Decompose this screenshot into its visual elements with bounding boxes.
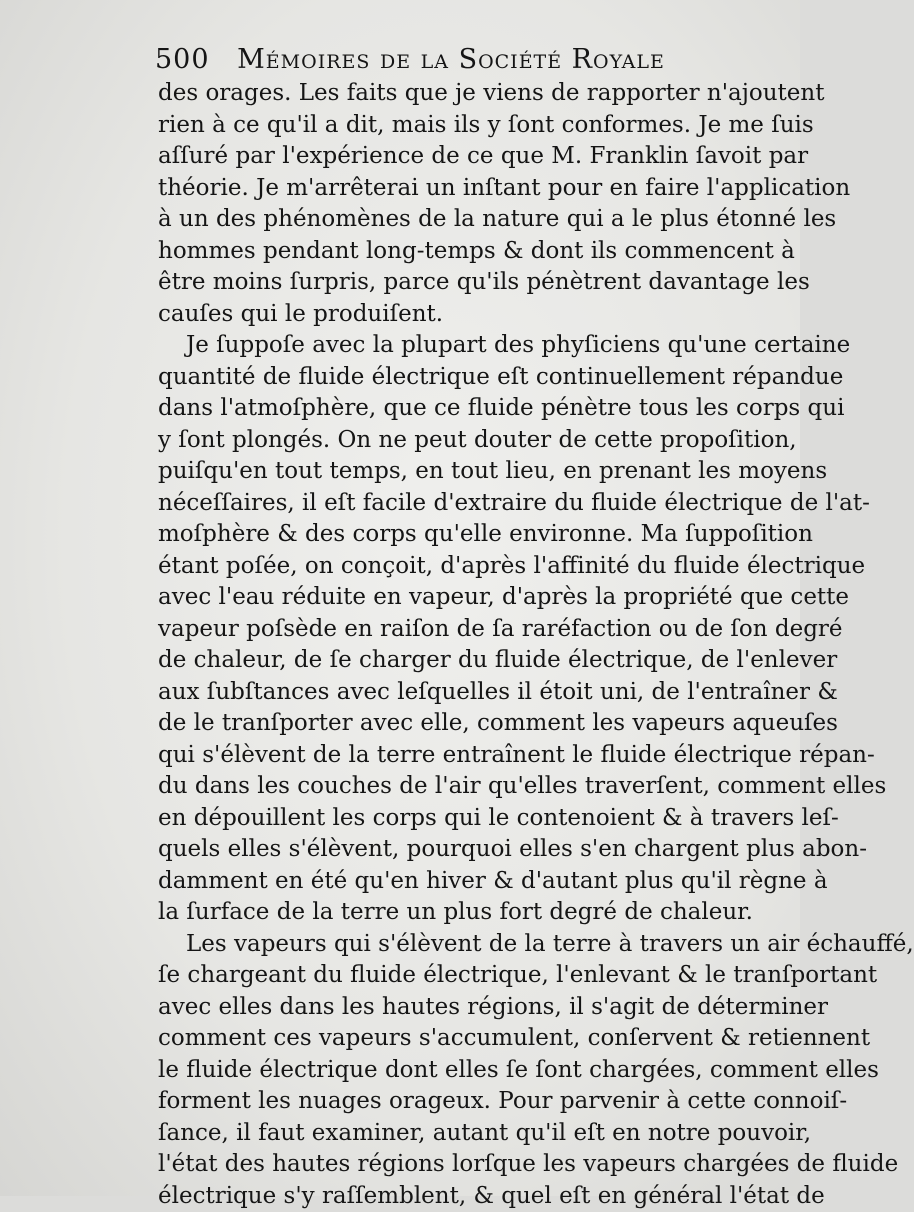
text-line: en dépouillent les corps qui le contenoient & à travers leſ- (158, 803, 770, 835)
text-line: avec elles dans les hautes régions, il s'agit de déterminer (158, 992, 770, 1024)
text-line: Les vapeurs qui s'élèvent de la terre à travers un air échauffé, (158, 929, 770, 961)
paragraph (158, 330, 770, 929)
text-line: la ſurface de la terre un plus fort degré de chaleur. (158, 897, 770, 929)
body-text (158, 78, 770, 1212)
text-line: électrique s'y raſſemblent, & quel eſt en général l'état de (158, 1181, 770, 1212)
text-line: comment ces vapeurs s'accumulent, conſervent & retiennent (158, 1023, 770, 1055)
text-line: être moins ſurpris, parce qu'ils pénètrent davantage les (158, 267, 770, 299)
text-line: damment en été qu'en hiver & d'autant plus qu'il règne à (158, 866, 770, 898)
text-line: y ſont plongés. On ne peut douter de cette propoſition, (158, 425, 770, 457)
text-line: puiſqu'en tout temps, en tout lieu, en prenant les moyens (158, 456, 770, 488)
text-line: ſe chargeant du fluide électrique, l'enlevant & le tranſportant (158, 960, 770, 992)
text-line: aſſuré par l'expérience de ce que M. Franklin ſavoit par (158, 141, 770, 173)
text-line: quantité de fluide électrique eſt continuellement répandue (158, 362, 770, 394)
text-line: du dans les couches de l'air qu'elles traverſent, comment elles (158, 771, 770, 803)
text-line: moſphère & des corps qu'elle environne. Ma ſuppoſition (158, 519, 770, 551)
text-line: ſance, il faut examiner, autant qu'il eſt en notre pouvoir, (158, 1118, 770, 1150)
text-line: l'état des hautes régions lorſque les vapeurs chargées de fluide (158, 1149, 770, 1181)
text-line: cauſes qui le produiſent. (158, 299, 770, 331)
text-line: dans l'atmoſphère, que ce fluide pénètre tous les corps qui (158, 393, 770, 425)
paragraph (158, 929, 770, 1212)
text-line: le fluide électrique dont elles ſe ſont chargées, comment elles (158, 1055, 770, 1087)
page-number: 500 (155, 44, 210, 75)
running-title: Mémoires de la Société Royale (237, 44, 665, 75)
text-line: rien à ce qu'il a dit, mais ils y ſont conformes. Je me ſuis (158, 110, 770, 142)
text-line: qui s'élèvent de la terre entraînent le fluide électrique répan- (158, 740, 770, 772)
text-line: forment les nuages orageux. Pour parvenir à cette connoiſ- (158, 1086, 770, 1118)
text-line: hommes pendant long-temps & dont ils commencent à (158, 236, 770, 268)
text-line: avec l'eau réduite en vapeur, d'après la propriété que cette (158, 582, 770, 614)
text-line: étant poſée, on conçoit, d'après l'affinité du fluide électrique (158, 551, 770, 583)
text-line: à un des phénomènes de la nature qui a le plus étonné les (158, 204, 770, 236)
text-line: théorie. Je m'arrêterai un inſtant pour en faire l'application (158, 173, 770, 205)
text-line: quels elles s'élèvent, pourquoi elles s'en chargent plus abon- (158, 834, 770, 866)
text-line: néceſſaires, il eſt facile d'extraire du fluide électrique de l'at- (158, 488, 770, 520)
text-line: Je ſuppoſe avec la plupart des phyſiciens qu'une certaine (158, 330, 770, 362)
text-line: de chaleur, de ſe charger du fluide électrique, de l'enlever (158, 645, 770, 677)
text-line: des orages. Les faits que je viens de rapporter n'ajoutent (158, 78, 770, 110)
text-line: vapeur poſsède en raiſon de ſa raréfaction ou de ſon degré (158, 614, 770, 646)
text-line: de le tranſporter avec elle, comment les vapeurs aqueuſes (158, 708, 770, 740)
running-header (155, 44, 767, 75)
text-line: aux ſubſtances avec leſquelles il étoit uni, de l'entraîner & (158, 677, 770, 709)
paragraph (158, 78, 770, 330)
